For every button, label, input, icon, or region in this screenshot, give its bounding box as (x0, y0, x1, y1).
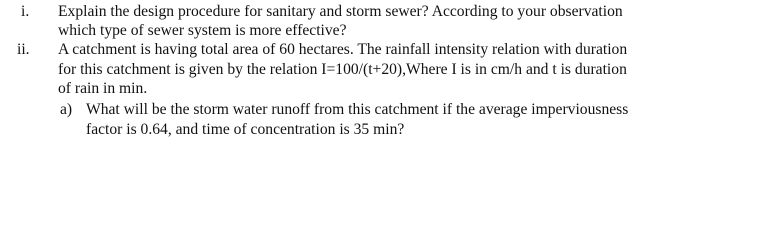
question-marker: ii. (17, 41, 30, 58)
question-text-line: which type of sewer system is more effective? (58, 22, 347, 39)
subquestion-text-line: What will be the storm water runoff from this catchment if the average imperviousness (86, 101, 629, 118)
question-text-line: of rain in min. (58, 80, 148, 97)
question-text-line: for this catchment is given by the relation I=100/(t+20),Where I is in cm/h and t is duration (58, 61, 627, 78)
subquestion-marker: a) (60, 101, 73, 118)
subquestion-text-line: factor is 0.64, and time of concentration is 35 min? (86, 121, 405, 138)
question-text-line: A catchment is having total area of 60 hectares. The rainfall intensity relation with duration (58, 41, 628, 58)
question-marker: i. (21, 3, 30, 20)
question-text-line: Explain the design procedure for sanitary and storm sewer? According to your observation (58, 3, 623, 20)
